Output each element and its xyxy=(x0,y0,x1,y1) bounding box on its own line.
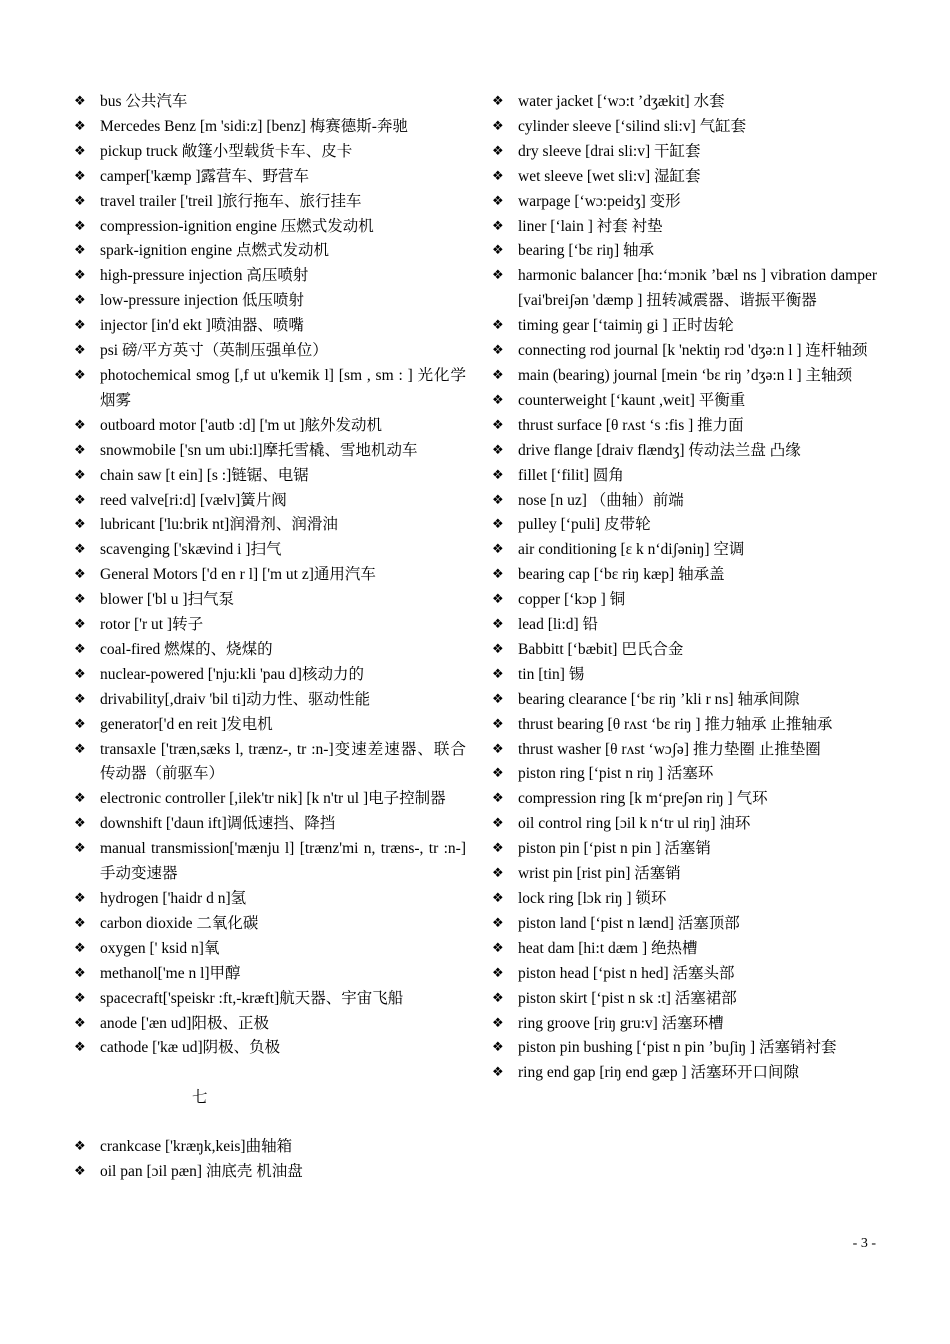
diamond-bullet-icon: ❖ xyxy=(492,492,504,508)
diamond-bullet-icon: ❖ xyxy=(74,990,86,1006)
glossary-entry xyxy=(492,812,877,837)
entry-text: scavenging ['skævind i ]扫气 xyxy=(100,541,282,559)
diamond-bullet-icon: ❖ xyxy=(492,666,504,682)
diamond-bullet-icon: ❖ xyxy=(492,567,504,583)
glossary-entry xyxy=(492,90,877,115)
diamond-bullet-icon: ❖ xyxy=(492,1040,504,1056)
diamond-bullet-icon: ❖ xyxy=(74,367,86,383)
glossary-entry xyxy=(74,439,466,464)
entry-text: pulley [‘puli] 皮带轮 xyxy=(518,516,651,534)
entry-text: psi 磅/平方英寸（英制压强单位） xyxy=(100,342,328,360)
glossary-entry xyxy=(492,713,877,738)
diamond-bullet-icon: ❖ xyxy=(74,94,86,109)
diamond-bullet-icon: ❖ xyxy=(74,318,86,334)
glossary-entry xyxy=(492,464,877,489)
glossary-entry xyxy=(74,912,466,937)
glossary-entry xyxy=(74,538,466,563)
diamond-bullet-icon: ❖ xyxy=(74,716,86,732)
glossary-entry xyxy=(492,314,877,339)
diamond-bullet-icon: ❖ xyxy=(492,766,504,782)
diamond-bullet-icon: ❖ xyxy=(74,417,86,433)
diamond-bullet-icon: ❖ xyxy=(492,891,504,906)
entry-text: crankcase ['kræŋk,keis]曲轴箱 xyxy=(100,1138,293,1156)
glossary-entry xyxy=(492,663,877,688)
entry-text: lubricant ['lu:brik nt]润滑剂、润滑油 xyxy=(100,516,338,534)
glossary-entry xyxy=(492,837,877,862)
glossary-entry xyxy=(74,1036,466,1061)
diamond-bullet-icon: ❖ xyxy=(492,143,504,159)
diamond-bullet-icon: ❖ xyxy=(492,542,504,558)
glossary-entry xyxy=(74,638,466,663)
diamond-bullet-icon: ❖ xyxy=(74,691,86,707)
entry-text: downshift ['daun ift]调低速挡、降挡 xyxy=(100,815,336,833)
entry-text: piston head [‘pist n hed] 活塞头部 xyxy=(518,964,735,982)
glossary-entry xyxy=(74,1135,466,1160)
entry-text: travel trailer ['treil ]旅行拖车、旅行挂车 xyxy=(100,192,362,210)
entry-text: wet sleeve [wet sli:v] 湿缸套 xyxy=(518,167,701,185)
entry-text: electronic controller [,ilek'tr nik] [k n'tr ul ]电子控制器 xyxy=(100,790,446,808)
page-number: - 3 - xyxy=(852,1236,876,1251)
entry-text: rotor ['r ut ]转子 xyxy=(100,616,204,634)
glossary-entry xyxy=(74,588,466,613)
diamond-bullet-icon: ❖ xyxy=(492,193,504,209)
glossary-entry xyxy=(492,264,877,314)
diamond-bullet-icon: ❖ xyxy=(74,592,86,608)
entry-text: generator['d en reit ]发电机 xyxy=(100,715,273,733)
glossary-entry xyxy=(492,339,877,364)
glossary-entry xyxy=(492,140,877,165)
diamond-bullet-icon: ❖ xyxy=(492,716,504,732)
glossary-entry xyxy=(492,688,877,713)
entry-text: low-pressure injection 低压喷射 xyxy=(100,292,305,310)
entry-text: carbon dioxide 二氧化碳 xyxy=(100,914,259,932)
glossary-entry xyxy=(492,912,877,937)
glossary-entry xyxy=(74,887,466,912)
entry-text: wrist pin [rist pin] 活塞销 xyxy=(518,865,681,883)
diamond-bullet-icon: ❖ xyxy=(492,367,504,383)
glossary-entry xyxy=(74,489,466,514)
glossary-entry xyxy=(74,314,466,339)
glossary-entry xyxy=(492,1012,877,1037)
entry-text: methanol['me n l]甲醇 xyxy=(100,964,241,982)
diamond-bullet-icon: ❖ xyxy=(492,268,504,284)
glossary-entry xyxy=(492,962,877,987)
glossary-entry xyxy=(74,987,466,1012)
glossary-entry xyxy=(74,937,466,962)
diamond-bullet-icon: ❖ xyxy=(74,467,86,483)
diamond-bullet-icon: ❖ xyxy=(74,666,86,682)
glossary-entry xyxy=(492,489,877,514)
entry-text: camper['kæmp ]露营车、野营车 xyxy=(100,167,309,185)
glossary-entry xyxy=(74,513,466,538)
entry-text: oxygen [' ksid n]氧 xyxy=(100,939,220,957)
glossary-entry xyxy=(492,762,877,787)
glossary-entry xyxy=(492,1036,877,1061)
diamond-bullet-icon: ❖ xyxy=(74,168,86,184)
entry-text: hydrogen ['haidr d n]氢 xyxy=(100,890,247,907)
entry-text: counterweight [‘kaunt ,weit] 平衡重 xyxy=(518,391,746,409)
entry-text: General Motors ['d en r l] ['m ut z]通用汽车 xyxy=(100,566,376,584)
section-heading: 七 xyxy=(192,1089,208,1107)
entry-text: nose [n uz] （曲轴）前端 xyxy=(518,491,684,509)
glossary-entry xyxy=(74,563,466,588)
entry-text: ring groove [riŋ gru:v] 活塞环槽 xyxy=(518,1014,724,1032)
diamond-bullet-icon: ❖ xyxy=(492,641,504,657)
diamond-bullet-icon: ❖ xyxy=(492,940,504,956)
glossary-entry xyxy=(492,190,877,215)
diamond-bullet-icon: ❖ xyxy=(74,965,86,981)
entry-text: dry sleeve [drai sli:v] 干缸套 xyxy=(518,142,701,160)
diamond-bullet-icon: ❖ xyxy=(74,243,86,259)
glossary-entry xyxy=(74,115,466,140)
entry-text: copper [‘kɔp ] 铜 xyxy=(518,591,626,609)
glossary-entry xyxy=(492,563,877,588)
glossary-entry xyxy=(492,165,877,190)
glossary-entry xyxy=(74,738,466,788)
entry-text: oil pan [ɔil pæn] 油底壳 机油盘 xyxy=(100,1163,303,1181)
diamond-bullet-icon: ❖ xyxy=(492,691,504,707)
entry-text: piston land [‘pist n lænd] 活塞顶部 xyxy=(518,914,740,932)
diamond-bullet-icon: ❖ xyxy=(492,118,504,134)
diamond-bullet-icon: ❖ xyxy=(492,442,504,458)
diamond-bullet-icon: ❖ xyxy=(492,467,504,483)
diamond-bullet-icon: ❖ xyxy=(492,1015,504,1031)
diamond-bullet-icon: ❖ xyxy=(492,168,504,184)
entry-text: oil control ring [ɔil k n‘tr ul riŋ] 油环 xyxy=(518,815,751,833)
glossary-entry xyxy=(492,887,877,912)
glossary-entry xyxy=(74,613,466,638)
entry-text: liner [‘lain ] 衬套 衬垫 xyxy=(518,217,663,235)
entry-text: manual transmission['mænju l] [trænz'mi n, træns-, tr :n-]手动变速器 xyxy=(100,840,466,883)
glossary-entry xyxy=(492,364,877,389)
diamond-bullet-icon: ❖ xyxy=(492,866,504,882)
diamond-bullet-icon: ❖ xyxy=(74,143,86,159)
entry-text: Babbitt [‘bæbit] 巴氏合金 xyxy=(518,640,684,658)
diamond-bullet-icon: ❖ xyxy=(492,915,504,931)
entry-text: outboard motor ['autb :d] ['m ut ]舷外发动机 xyxy=(100,416,382,434)
entry-text: compression-ignition engine 压燃式发动机 xyxy=(100,217,374,235)
diamond-bullet-icon: ❖ xyxy=(74,1139,86,1155)
diamond-bullet-icon: ❖ xyxy=(492,791,504,807)
diamond-bullet-icon: ❖ xyxy=(74,617,86,633)
entry-text: piston pin bushing [‘pist n pin ’buʃiŋ ] 活塞销衬套 xyxy=(518,1039,837,1057)
diamond-bullet-icon: ❖ xyxy=(492,816,504,832)
diamond-bullet-icon: ❖ xyxy=(492,243,504,259)
diamond-bullet-icon: ❖ xyxy=(74,915,86,931)
entry-text: lead [li:d] 铅 xyxy=(518,616,599,634)
glossary-entry xyxy=(74,339,466,364)
entry-text: nuclear-powered ['nju:kli 'pau d]核动力的 xyxy=(100,665,364,683)
glossary-entry xyxy=(74,239,466,264)
glossary-entry xyxy=(492,1061,877,1086)
glossary-entry xyxy=(492,439,877,464)
diamond-bullet-icon: ❖ xyxy=(492,517,504,533)
left-column xyxy=(74,90,466,1185)
glossary-entry xyxy=(492,937,877,962)
glossary-entry xyxy=(492,613,877,638)
glossary-entry xyxy=(74,190,466,215)
glossary-entry xyxy=(492,538,877,563)
entry-text: tin [tin] 锡 xyxy=(518,665,585,683)
entry-text: spark-ignition engine 点燃式发动机 xyxy=(100,242,330,260)
glossary-entry xyxy=(74,165,466,190)
glossary-entry xyxy=(492,513,877,538)
diamond-bullet-icon: ❖ xyxy=(492,218,504,234)
diamond-bullet-icon: ❖ xyxy=(74,841,86,857)
entry-text: thrust washer [θ rʌst ‘wɔʃə] 推力垫圈 止推垫圈 xyxy=(518,740,821,758)
entry-text: warpage [‘wɔ:peidʒ] 变形 xyxy=(518,192,681,210)
diamond-bullet-icon: ❖ xyxy=(74,218,86,234)
diamond-bullet-icon: ❖ xyxy=(492,392,504,408)
entry-text: thrust surface [θ rʌst ‘s :fis ] 推力面 xyxy=(518,416,744,434)
entry-text: connecting rod journal [k 'nektiŋ rɔd 'dʒə:n l ] 连杆轴颈 xyxy=(518,342,868,360)
glossary-entry xyxy=(74,264,466,289)
entry-text: injector [in'd ekt ]喷油器、喷嘴 xyxy=(100,317,304,335)
diamond-bullet-icon: ❖ xyxy=(492,343,504,359)
diamond-bullet-icon: ❖ xyxy=(492,841,504,857)
diamond-bullet-icon: ❖ xyxy=(492,617,504,633)
glossary-entry xyxy=(492,588,877,613)
diamond-bullet-icon: ❖ xyxy=(74,816,86,832)
entry-text: piston pin [‘pist n pin ] 活塞销 xyxy=(518,840,711,858)
entry-text: chain saw [t ein] [s :]链锯、电锯 xyxy=(100,466,309,484)
glossary-entry xyxy=(74,663,466,688)
entry-text: water jacket [‘wɔ:t ’dʒækit] 水套 xyxy=(518,93,725,110)
glossary-entry xyxy=(74,812,466,837)
entry-text: pickup truck 敞篷小型载货卡车、皮卡 xyxy=(100,142,353,160)
entry-text: fillet [‘filit] 圆角 xyxy=(518,466,624,484)
glossary-entry xyxy=(492,987,877,1012)
glossary-entry xyxy=(74,414,466,439)
diamond-bullet-icon: ❖ xyxy=(74,1015,86,1031)
entry-text: bus 公共汽车 xyxy=(100,93,188,110)
glossary-entry xyxy=(492,115,877,140)
diamond-bullet-icon: ❖ xyxy=(74,940,86,956)
entry-text: drive flange [draiv flændʒ] 传动法兰盘 凸缘 xyxy=(518,441,801,459)
diamond-bullet-icon: ❖ xyxy=(74,542,86,558)
entry-text: bearing cap [‘bɛ riŋ kæp] 轴承盖 xyxy=(518,566,725,584)
glossary-entry xyxy=(74,837,466,887)
diamond-bullet-icon: ❖ xyxy=(74,641,86,657)
entry-text: transaxle ['træn,sæks l, trænz-, tr :n-]变速差速器、联合传动器（前驱车） xyxy=(100,740,466,783)
entry-text: lock ring [lɔk riŋ ] 锁环 xyxy=(518,890,667,907)
diamond-bullet-icon: ❖ xyxy=(74,1164,86,1180)
glossary-entry xyxy=(74,289,466,314)
entry-text: compression ring [k m‘preʃən riŋ ] 气环 xyxy=(518,790,768,808)
entry-text: snowmobile ['sn um ubi:l]摩托雪橇、雪地机动车 xyxy=(100,441,418,459)
diamond-bullet-icon: ❖ xyxy=(74,193,86,209)
entry-text: cylinder sleeve [‘silind sli:v] 气缸套 xyxy=(518,117,747,135)
glossary-entry xyxy=(492,862,877,887)
entry-text: ring end gap [riŋ end gæp ] 活塞环开口间隙 xyxy=(518,1064,800,1082)
diamond-bullet-icon: ❖ xyxy=(74,891,86,906)
diamond-bullet-icon: ❖ xyxy=(492,592,504,608)
glossary-entry xyxy=(492,239,877,264)
diamond-bullet-icon: ❖ xyxy=(74,741,86,757)
entry-text: blower ['bl u ]扫气泵 xyxy=(100,591,235,609)
glossary-entry xyxy=(74,364,466,414)
glossary-entry xyxy=(74,140,466,165)
diamond-bullet-icon: ❖ xyxy=(492,1065,504,1081)
entry-text: heat dam [hi:t dæm ] 绝热槽 xyxy=(518,939,698,957)
entry-text: main (bearing) journal [mein ‘bɛ riŋ ’dʒə:n l ] 主轴颈 xyxy=(518,366,852,384)
glossary-entry xyxy=(492,389,877,414)
entry-text: high-pressure injection 高压喷射 xyxy=(100,267,309,285)
glossary-entry xyxy=(74,215,466,240)
entry-text: drivability[,draiv 'bil ti]动力性、驱动性能 xyxy=(100,690,371,708)
glossary-entry xyxy=(74,688,466,713)
diamond-bullet-icon: ❖ xyxy=(74,517,86,533)
diamond-bullet-icon: ❖ xyxy=(74,118,86,134)
entry-text: timing gear [‘taimiŋ gi ] 正时齿轮 xyxy=(518,317,734,335)
entry-text: coal-fired 燃煤的、烧煤的 xyxy=(100,640,273,658)
entry-text: harmonic balancer [hɑ:‘mɔnik ’bæl ns ] vibration damper [vai'breiʃən 'dæmp ] 扭转减震器、谐振平衡器 xyxy=(518,267,877,310)
entry-text: bearing [‘bɛ riŋ] 轴承 xyxy=(518,242,654,260)
entry-text: Mercedes Benz [m 'sidi:z] [benz] 梅赛德斯-奔驰 xyxy=(100,117,408,135)
entry-text: bearing clearance [‘bɛ riŋ ’kli r ns] 轴承间隙 xyxy=(518,690,800,708)
glossary-entry xyxy=(74,464,466,489)
glossary-entry xyxy=(492,738,877,763)
diamond-bullet-icon: ❖ xyxy=(492,417,504,433)
glossary-entry xyxy=(492,787,877,812)
glossary-entry xyxy=(74,1160,466,1185)
entry-text: piston skirt [‘pist n sk :t] 活塞裙部 xyxy=(518,989,737,1007)
glossary-entry xyxy=(74,1012,466,1037)
glossary-entry xyxy=(492,638,877,663)
right-column xyxy=(492,90,877,1086)
diamond-bullet-icon: ❖ xyxy=(74,442,86,458)
entry-text: spacecraft['speiskr :ft,-kræft]航天器、宇宙飞船 xyxy=(100,989,404,1007)
diamond-bullet-icon: ❖ xyxy=(74,293,86,309)
glossary-entry xyxy=(74,962,466,987)
glossary-entry xyxy=(74,90,466,115)
diamond-bullet-icon: ❖ xyxy=(492,965,504,981)
entry-text: thrust bearing [θ rʌst ‘bɛ riŋ ] 推力轴承 止推轴承 xyxy=(518,715,833,733)
entry-text: photochemical smog [,f ut u'kemik l] [sm , sm : ] 光化学烟雾 xyxy=(100,366,466,409)
diamond-bullet-icon: ❖ xyxy=(74,1040,86,1056)
glossary-entry xyxy=(74,787,466,812)
entry-text: piston ring [‘pist n riŋ ] 活塞环 xyxy=(518,765,714,783)
glossary-entry xyxy=(74,713,466,738)
diamond-bullet-icon: ❖ xyxy=(492,318,504,334)
diamond-bullet-icon: ❖ xyxy=(74,567,86,583)
diamond-bullet-icon: ❖ xyxy=(74,492,86,508)
glossary-entry xyxy=(492,414,877,439)
diamond-bullet-icon: ❖ xyxy=(492,741,504,757)
entry-text: air conditioning [ɛ k n‘diʃəniŋ] 空调 xyxy=(518,541,745,559)
glossary-entry xyxy=(492,215,877,240)
diamond-bullet-icon: ❖ xyxy=(74,268,86,284)
diamond-bullet-icon: ❖ xyxy=(74,343,86,359)
entry-text: reed valve[ri:d] [vælv]簧片阀 xyxy=(100,491,287,509)
entry-text: cathode ['kæ ud]阴极、负极 xyxy=(100,1039,281,1057)
diamond-bullet-icon: ❖ xyxy=(492,94,504,109)
entry-text: anode ['æn ud]阳极、正极 xyxy=(100,1014,269,1032)
diamond-bullet-icon: ❖ xyxy=(74,791,86,807)
diamond-bullet-icon: ❖ xyxy=(492,990,504,1006)
